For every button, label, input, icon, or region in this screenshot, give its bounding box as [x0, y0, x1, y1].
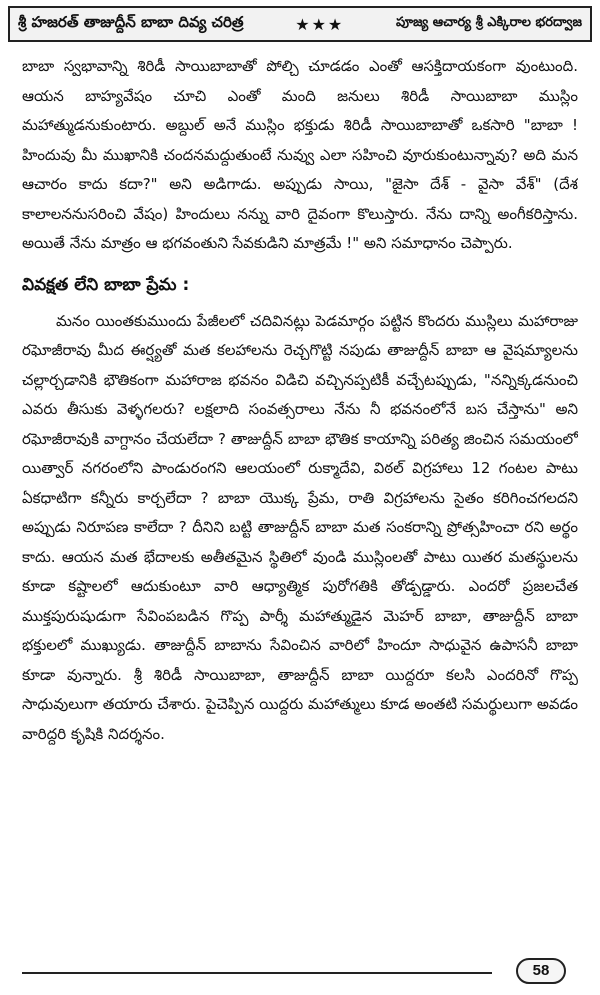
book-title: శ్రీ హజరత్ తాజుద్దీన్ బాబా దివ్య చరిత్ర [18, 13, 244, 31]
stars-ornament: ★★★ [295, 14, 345, 34]
section-heading: వివక్షత లేని బాబా ప్రేమ : [22, 274, 190, 295]
page-number: 58 [516, 958, 566, 984]
running-header [8, 6, 592, 42]
page-body [22, 52, 578, 947]
author-name: పూజ్య ఆచార్య శ్రీ ఎక్కిరాల భరద్వాజ [395, 15, 582, 30]
paragraph-1: బాబా స్వభావాన్ని శిరిడీ సాయిబాబాతో పోల్చి చూడడం ఎంతో ఆసక్తిదాయకంగా వుంటుంది. ఆయన బాహ్యవేషం చూచి ఎంతో మంది జనులు శిరిడీ సాయిబాబా ముస్లిం మహాత్ముడనుకుంటారు. అబ్దుల్ అనే ముస్లిం భక్తుడు శిరిడీ సాయిబాబాతో ఒకసారి "బాబా ! హిందువు మీ ముఖానికి చందనమద్దుతుంటే నువ్వు ఎలా సహించి వూరుకుంటున్నావు? అది మన ఆచారం కాదు కదా?" అని అడిగాడు. అప్పుడు సాయి, "జైసా దేశ్ - వైసా వేశ్" (దేశ కాలాలననుసరించి వేషం) హిందులు నన్ను వారి దైవంగా కొలుస్తారు. నేను దాన్ని అంగీకరిస్తాను. అయితే నేను మాత్రం ఆ భగవంతుని సేవకుడిని మాత్రమే !" అని సమాధానం చెప్పారు. [22, 57, 578, 252]
footer-rule [22, 972, 492, 974]
paragraph-2: మనం యింతకుముందు పేజీలలో చదివినట్లు పెడమార్గం పట్టిన కొందరు ముస్లిలు మహారాజు రఘోజీరావు మీద ఈర్ష్యతో మత కలహాలను రెచ్చగొట్టి నపుడు తాజుద్దీన్ బాబా ఆ వైషమ్యాలను చల్లార్చడానికి భౌతికంగా మహారాజ భవనం విడిచి వచ్చినప్పటికీ వచ్చేటప్పుడు, "నన్నిక్కడనుంచి ఎవరు తీసుకు వెళ్ళగలరు? లక్షలాది సంవత్సరాలు నేను నీ భవనంలోనే బస చేస్తాను" అని రఘోజీరావుకి వాగ్దానం చేయలేదా ? తాజుద్దీన్ బాబా భౌతిక కాయాన్ని పరిత్య జించిన సమయంలో యిత్వార్ నగరంలోని పాండురంగని ఆలయంలో రుక్మాదేవి, విఠల్ విగ్రహాలు 12 గంటల పాటు ఏకధాటిగా కన్నీరు కార్చలేదా ? బాబా యొక్క ప్రేమ, రాతి విగ్రహాలను సైతం కరిగించగలదని అప్పుడు నిరూపణ కాలేదా ? దీనిని బట్టి తాజుద్దీన్ బాబా మత సంకరాన్ని ప్రోత్సహించా రని అర్థం కాదు. ఆయన మత భేదాలకు అతీతమైన స్థితిలో వుండి ముస్లింలతో పాటు యితర మతస్థులను కూడా కష్టాలలో ఆదుకుంటూ వారి ఆధ్యాత్మిక పురోగతికి తోడ్పడ్డారు. ఎందరో ప్రజలచేత ముక్తపురుషుడుగా సేవింపబడిన గొప్ప పార్శీ మహాత్ముడైన మెహర్ బాబా, తాజుద్దీన్ బాబా భక్తులలో ముఖ్యుడు. తాజుద్దీన్ బాబాను సేవించిన వారిలో హిందూ సాధువైన ఉపాసనీ బాబా కూడా వున్నారు. శ్రీ శిరిడీ సాయిబాబా, తాజుద్దీన్ బాబా యిద్దరూ కలసి ఎందరినో గొప్ప సాధువులుగా తయారు చేశారు. పైచెప్పిన యిద్దరు మహాత్ములు కూడ అంతటి సమర్థులుగా అవడం వారిద్దరి కృషికి నిదర్శనం. [22, 311, 578, 743]
